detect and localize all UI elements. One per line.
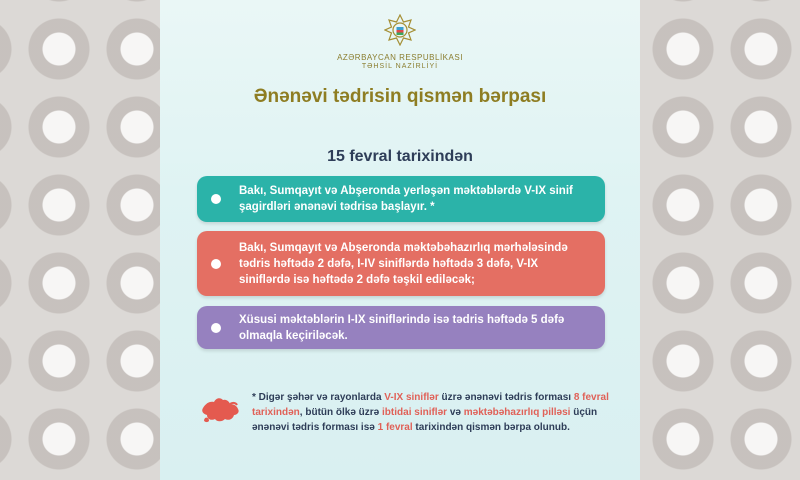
info-item-2-text: Bakı, Sumqayıt və Abşeronda məktəbəhazırlıq mərhələsində tədris həftədə 2 dəfə, I-IV siniflərdə həftədə 3 dəfə, V-IX siniflərdə isə həftədə 2 dəfə təşkil ediləcək;: [239, 241, 568, 286]
ministry-emblem-icon: [384, 14, 416, 46]
bullet-dot-icon: [211, 259, 221, 269]
bullet-dot-icon: [211, 194, 221, 204]
footnote-part-1: * Digər şəhər və rayonlarda: [252, 392, 385, 403]
infographic-card: [160, 0, 640, 480]
info-item-3-text: Xüsusi məktəblərin I-IX siniflərində isə tədris həftədə 5 dəfə olmaqla keçiriləcək.: [239, 313, 565, 342]
bullet-dot-icon: [211, 323, 221, 333]
footnote-highlight-3: ibtidai siniflər: [382, 407, 448, 418]
footnote-highlight-1: V-IX siniflər: [384, 392, 439, 403]
info-item-1: [197, 176, 605, 222]
azerbaijan-map-icon: [200, 394, 242, 426]
info-item-1-text: Bakı, Sumqayıt və Abşeronda yerləşən məktəblərdə V-IX sinif şagirdləri ənənəvi tədrisə başlayır. *: [239, 185, 573, 213]
footnote: [252, 390, 612, 435]
ministry-name-line2: TƏHSİL NAZİRLİYİ: [361, 63, 439, 70]
info-item-3: [197, 306, 605, 349]
footnote-part-6: tarixindən qismən bərpa olunub.: [412, 422, 570, 433]
footnote-highlight-2: 8 fevral tarixindən: [252, 392, 609, 418]
ministry-name-line1: AZƏRBAYCAN RESPUBLİKASI: [337, 53, 463, 62]
page-title: Ənənəvi tədrisin qismən bərpası: [253, 86, 547, 107]
footnote-part-4: və: [447, 407, 464, 418]
footnote-highlight-4: məktəbəhazırlıq pilləsi: [463, 407, 571, 418]
footnote-part-5: üçün ənənəvi tədris forması isə: [252, 407, 598, 433]
footnote-part-2: üzrə ənənəvi tədris forması: [438, 392, 574, 403]
footnote-part-3: , bütün ölkə üzrə: [299, 407, 383, 418]
info-item-2: [197, 231, 605, 296]
footnote-highlight-5: 1 fevral: [377, 422, 413, 433]
date-heading: 15 fevral tarixindən: [327, 148, 473, 165]
